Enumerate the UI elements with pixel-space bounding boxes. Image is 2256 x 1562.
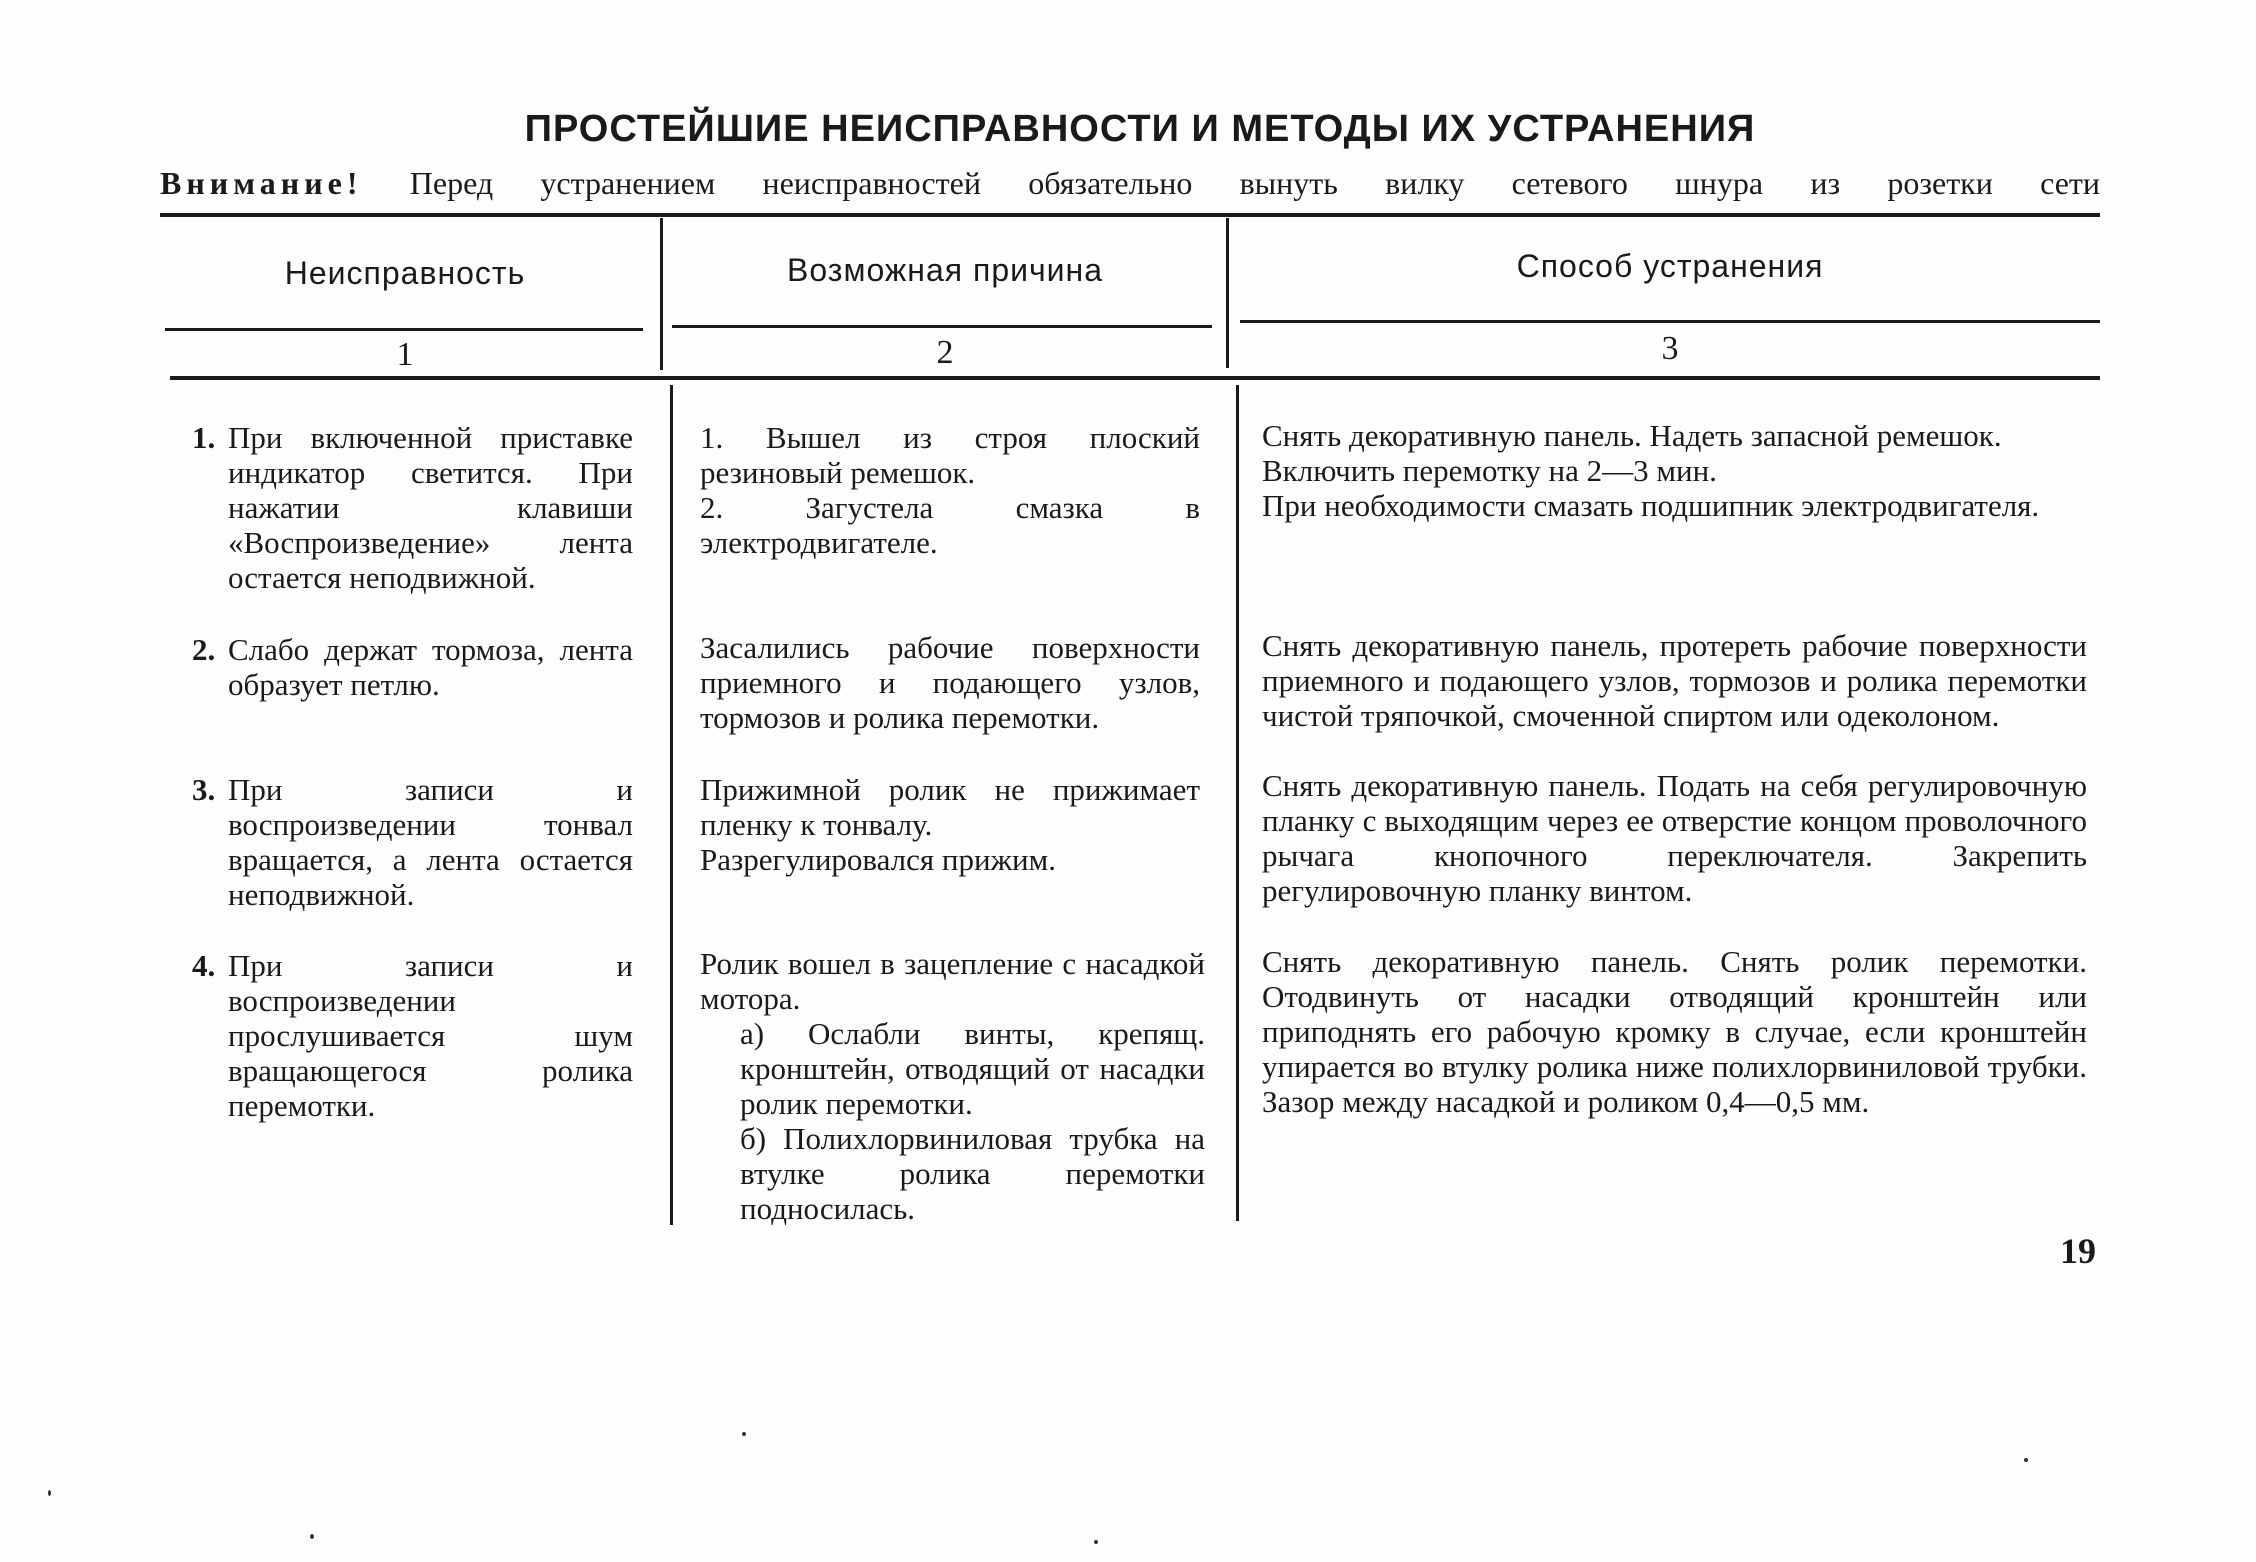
fault-item	[192, 948, 633, 1123]
cause-line: б) Полихлорвиниловая трубка на втулке ролика перемотки подносилась.	[740, 1121, 1205, 1226]
page-number: 19	[2060, 1231, 2096, 1271]
fault-text: При записи и воспроизведении прослушивается шум вращающегося ролика перемотки.	[228, 948, 633, 1123]
column-number-2: 2	[936, 334, 954, 371]
scan-speck	[1094, 1540, 1098, 1544]
scan-speck	[742, 1432, 746, 1436]
cause-item	[700, 420, 1200, 560]
column-divider-1-body	[670, 385, 673, 1225]
remedy-line: Снять декоративную панель. Подать на себя регулировочную планку с выходящим через ее отверстие концом проволочного рычага кнопочного переключателя. Закрепить регулировочную планку винтом.	[1262, 768, 2087, 908]
warning-text: Перед устранением неисправностей обязательно вынуть вилку сетевого шнура из розетки сети	[362, 165, 2100, 201]
fault-text: Слабо держат тормоза, лента образует петлю.	[228, 632, 633, 702]
fault-number: 3.	[192, 772, 216, 807]
remedy-item	[1262, 768, 2087, 908]
fault-text: При включенной приставке индикатор светится. При нажатии клавиши «Воспроизведение» лента остается неподвижной.	[228, 420, 633, 595]
scan-speck	[48, 1490, 51, 1496]
cause-line: Ролик вошел в зацепление с насадкой мотора.	[700, 946, 1205, 1016]
warning-notice	[160, 165, 2100, 202]
column-number-1: 1	[396, 336, 414, 373]
column-divider-2-body	[1236, 385, 1239, 1221]
header-remedy: Способ устранения	[1516, 248, 1824, 284]
header-fault: Неисправность	[284, 255, 526, 291]
cause-item	[700, 630, 1200, 735]
fault-text: При записи и воспроизведении тонвал вращается, а лента остается неподвижной.	[228, 772, 633, 912]
cause-item	[700, 772, 1200, 877]
remedy-line: При необходимости смазать подшипник электродвигателя.	[1262, 488, 2040, 523]
remedy-line: Включить перемотку на 2—3 мин.	[1262, 453, 1717, 488]
fault-number: 4.	[192, 948, 216, 983]
top-rule	[160, 213, 2100, 217]
remedy-item	[1262, 628, 2087, 733]
cause-line: а) Ослабли винты, крепящ. кронштейн, отводящий от насадки ролик перемотки.	[740, 1016, 1205, 1121]
cause-item	[700, 946, 1205, 1226]
column-divider-1	[660, 218, 663, 370]
header-rule-1	[165, 328, 643, 331]
warning-lead: Внимание!	[160, 165, 363, 201]
remedy-item	[1262, 944, 2087, 1119]
fault-number: 1.	[192, 420, 216, 455]
remedy-line: Снять декоративную панель, протереть рабочие поверхности приемного и подающего узлов, тормозов и ролика перемотки чистой тряпочкой, смоченной спиртом или одеколоном.	[1262, 628, 2087, 733]
page-title: ПРОСТЕЙШИЕ НЕИСПРАВНОСТИ И МЕТОДЫ ИХ УСТРАНЕНИЯ	[524, 108, 1756, 150]
fault-item	[192, 772, 633, 912]
fault-item	[192, 632, 633, 702]
cause-line: 2. Загустела смазка в электродвигателе.	[700, 490, 1200, 560]
column-divider-2	[1226, 218, 1229, 368]
scan-speck	[310, 1534, 314, 1539]
fault-number: 2.	[192, 632, 216, 667]
remedy-line: Снять декоративную панель. Снять ролик перемотки. Отодвинуть от насадки отводящий кронштейн или приподнять его рабочую кромку в случае, если кронштейн упирается во втулку ролика ниже полихлорвиниловой трубки. Зазор между насадкой и роликом 0,4—0,5 мм.	[1262, 944, 2087, 1119]
numbers-rule	[170, 376, 2100, 380]
header-rule-3	[1240, 320, 2100, 323]
header-rule-2	[672, 325, 1212, 328]
column-number-3: 3	[1661, 330, 1679, 367]
fault-item	[192, 420, 633, 595]
remedy-item	[1262, 418, 2087, 523]
cause-line: Разрегулировался прижим.	[700, 842, 1056, 877]
cause-line: 1. Вышел из строя плоский резиновый ремешок.	[700, 420, 1200, 490]
header-cause: Возможная причина	[787, 252, 1103, 288]
scan-speck	[2024, 1458, 2028, 1462]
remedy-line: Снять декоративную панель. Надеть запасной ремешок.	[1262, 418, 2002, 453]
cause-line: Прижимной ролик не прижимает пленку к тонвалу.	[700, 772, 1200, 842]
cause-line: Засалились рабочие поверхности приемного и подающего узлов, тормозов и ролика перемотки.	[700, 630, 1200, 735]
